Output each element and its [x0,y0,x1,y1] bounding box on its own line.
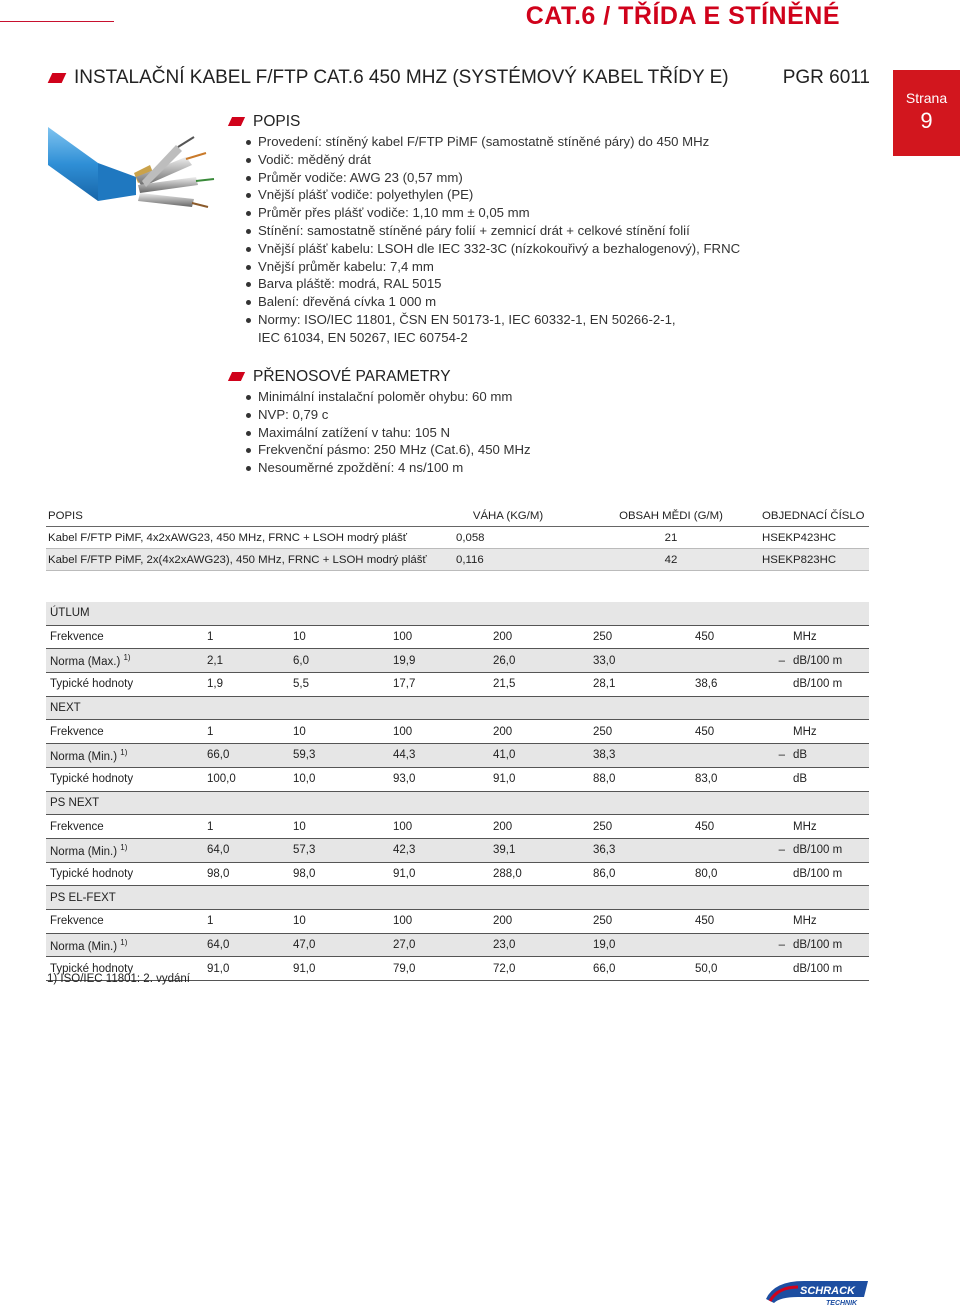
table-cell: Frekvence [46,625,203,649]
table-cell: 91,0 [289,957,389,981]
col-header-popis: POPIS [46,506,434,527]
table-row [46,744,869,768]
table-cell: 98,0 [203,862,289,886]
table-cell: Typické hodnoty [46,767,203,791]
list-item: Vnější průměr kabelu: 7,4 mm [230,258,880,276]
table-cell: 10 [289,625,389,649]
table-cell: dB/100 m [789,649,869,673]
table-cell: 59,3 [289,744,389,768]
row-label: Norma (Max.) [50,656,121,669]
table-cell: 100 [389,815,489,839]
table-cell: – [691,649,789,673]
table-cell: dB/100 m [789,862,869,886]
table-cell: 200 [489,909,589,933]
table-cell: 250 [589,720,691,744]
table-cell: 0,116 [434,549,582,571]
table-cell: Typické hodnoty [46,673,203,697]
table-cell: 250 [589,815,691,839]
table-cell: 17,7 [389,673,489,697]
table-cell: 200 [489,625,589,649]
spec-group-label: PS EL-FEXT [46,886,869,910]
list-item: Frekvenční pásmo: 250 MHz (Cat.6), 450 MHz [230,441,880,459]
spec-group-label: PS NEXT [46,791,869,815]
popis-heading: POPIS [253,113,301,130]
spec-table-body [46,602,869,981]
spec-table [46,602,869,981]
list-item: Průměr přes plášť vodiče: 1,10 mm ± 0,05 mm [230,204,880,222]
table-cell: 1 [203,720,289,744]
table-cell: 100 [389,625,489,649]
col-header-vaha: VÁHA (KG/M) [434,506,582,527]
table-cell: 42 [582,549,760,571]
list-item: Minimální instalační poloměr ohybu: 60 mm [230,388,880,406]
table-cell: 23,0 [489,933,589,957]
table-cell: 42,3 [389,838,489,862]
table-cell: 1,9 [203,673,289,697]
product-title-wrap [50,67,729,89]
table-cell: 1 [203,625,289,649]
spec-group-row [46,696,869,720]
table-cell: dB/100 m [789,838,869,862]
table-cell: 50,0 [691,957,789,981]
table-cell: 100,0 [203,767,289,791]
table-row [46,720,869,744]
table-cell: – [691,838,789,862]
table-cell: 64,0 [203,838,289,862]
table-cell: 19,0 [589,933,691,957]
prenos-heading-row [230,367,880,386]
list-item: Stínění: samostatně stíněné páry folií + zemnicí drát + celkové stínění folií [230,222,880,240]
spec-group-row [46,791,869,815]
list-item: Průměr vodiče: AWG 23 (0,57 mm) [230,169,880,187]
table-cell: 5,5 [289,673,389,697]
table-cell: Frekvence [46,720,203,744]
table-cell: HSEKP823HC [760,549,869,571]
red-marker-icon [228,372,245,381]
table-cell: 2,1 [203,649,289,673]
row-label: Norma (Min.) [50,845,118,858]
table-cell: 91,0 [389,862,489,886]
list-item: Barva pláště: modrá, RAL 5015 [230,275,880,293]
list-item: NVP: 0,79 c [230,406,880,424]
table-cell: 83,0 [691,767,789,791]
table-row [46,767,869,791]
page-title: CAT.6 / TŘÍDA E STÍNĚNÉ [525,2,840,30]
normy-line-1: Normy: ISO/IEC 11801, ČSN EN 50173-1, IEC 60332-1, EN 50266-2-1, [258,311,676,327]
logo-text: SCHRACK [800,1285,855,1297]
table-cell: 39,1 [489,838,589,862]
popis-section [230,112,880,347]
red-marker-icon [48,73,67,83]
table-cell: – [691,933,789,957]
cable-image [46,115,218,215]
schrack-logo [764,1277,870,1307]
list-item: Nesouměrné zpoždění: 4 ns/100 m [230,459,880,477]
table-cell: 250 [589,625,691,649]
page-number: 9 [920,108,933,133]
spec-group-row [46,886,869,910]
table-cell: 80,0 [691,862,789,886]
table-cell: Frekvence [46,909,203,933]
col-header-objednaci: OBJEDNACÍ ČÍSLO [760,506,869,527]
table-row [46,673,869,697]
table-cell: 66,0 [203,744,289,768]
table-cell: 57,3 [289,838,389,862]
prenos-heading: PŘENOSOVÉ PARAMETRY [253,368,451,385]
normy-line-2: IEC 61034, EN 50267, IEC 60754-2 [258,329,468,345]
list-item: Maximální zatížení v tahu: 105 N [230,424,880,442]
footnote-mark: 1) [123,653,131,663]
prenos-list [230,388,880,477]
table-cell: – [691,744,789,768]
table-cell [46,744,203,768]
table-cell: 21,5 [489,673,589,697]
footnote-mark: 1) [120,842,128,852]
table-cell: Kabel F/FTP PiMF, 2x(4x2xAWG23), 450 MHz, FRNC + LSOH modrý plášť [46,549,434,571]
table-cell: MHz [789,625,869,649]
row-label: Norma (Min.) [50,750,118,763]
table-cell: Kabel F/FTP PiMF, 4x2xAWG23, 450 MHz, FRNC + LSOH modrý plášť [46,527,434,549]
table-cell: 1 [203,815,289,839]
table-cell: dB/100 m [789,933,869,957]
table-cell: 450 [691,815,789,839]
table-row [46,933,869,957]
logo-subtext: TECHNIK [826,1300,858,1307]
table-cell: dB/100 m [789,957,869,981]
page-tab-label: Strana [905,90,948,106]
prenos-section [230,367,880,477]
product-table-header [46,506,869,527]
table-cell: 44,3 [389,744,489,768]
popis-heading-row [230,112,880,131]
table-cell: 91,0 [203,957,289,981]
table-cell: 36,3 [589,838,691,862]
table-cell: 88,0 [589,767,691,791]
table-cell: 200 [489,815,589,839]
table-cell [46,838,203,862]
col-header-med: OBSAH MĚDI (G/M) [582,506,760,527]
spec-group-row [46,602,869,625]
table-cell: 86,0 [589,862,691,886]
table-cell: 19,9 [389,649,489,673]
page-tab [893,70,960,156]
table-cell: MHz [789,720,869,744]
list-item: Balení: dřevěná cívka 1 000 m [230,293,880,311]
spec-group-label: ÚTLUM [46,602,869,625]
footnote-mark: 1) [120,937,128,947]
table-cell: dB [789,767,869,791]
table-cell: 10,0 [289,767,389,791]
list-item: Vnější plášť kabelu: LSOH dle IEC 332-3C (nízkokouřivý a bezhalogenový), FRNC [230,240,880,258]
table-cell: 41,0 [489,744,589,768]
table-cell: Typické hodnoty [46,862,203,886]
table-cell: Typické hodnoty [46,957,203,981]
table-cell: 450 [691,720,789,744]
row-label: Norma (Min.) [50,940,118,953]
table-row [46,549,869,571]
table-cell: 200 [489,720,589,744]
red-marker-icon [228,117,245,126]
table-cell: 79,0 [389,957,489,981]
table-cell: 6,0 [289,649,389,673]
table-row [46,649,869,673]
product-table [46,506,869,571]
table-cell: 72,0 [489,957,589,981]
table-cell: 26,0 [489,649,589,673]
list-item: Vodič: měděný drát [230,151,880,169]
table-row [46,862,869,886]
footnote: 1) ISO/IEC 11801: 2. vydání [47,973,190,985]
table-cell: 66,0 [589,957,691,981]
table-cell [46,933,203,957]
table-cell: 38,3 [589,744,691,768]
list-item-normy [230,311,880,347]
table-cell: 0,058 [434,527,582,549]
table-cell: 28,1 [589,673,691,697]
table-cell: 38,6 [691,673,789,697]
table-cell: 10 [289,720,389,744]
table-cell: MHz [789,815,869,839]
table-cell: MHz [789,909,869,933]
table-row [46,815,869,839]
table-cell: HSEKP423HC [760,527,869,549]
table-cell: 10 [289,815,389,839]
table-cell: 100 [389,909,489,933]
table-cell: Frekvence [46,815,203,839]
table-cell: 47,0 [289,933,389,957]
table-row [46,625,869,649]
list-item: Provedení: stíněný kabel F/FTP PiMF (samostatně stíněné páry) do 450 MHz [230,133,880,151]
product-code: PGR 6011 [782,67,870,88]
table-cell [46,649,203,673]
list-item: Vnější plášť vodiče: polyethylen (PE) [230,186,880,204]
table-row [46,909,869,933]
table-cell: 33,0 [589,649,691,673]
popis-list [230,133,880,347]
table-cell: 93,0 [389,767,489,791]
table-cell: 1 [203,909,289,933]
table-cell: 10 [289,909,389,933]
table-cell: 21 [582,527,760,549]
table-cell: dB [789,744,869,768]
table-cell: 288,0 [489,862,589,886]
footnote-mark: 1) [120,748,128,758]
spec-group-label: NEXT [46,696,869,720]
table-cell: 450 [691,909,789,933]
table-cell: 250 [589,909,691,933]
table-cell: 64,0 [203,933,289,957]
table-cell: 27,0 [389,933,489,957]
table-row [46,838,869,862]
product-title: INSTALAČNÍ KABEL F/FTP CAT.6 450 MHZ (SYSTÉMOVÝ KABEL TŘÍDY E) [74,67,729,88]
table-cell: 100 [389,720,489,744]
product-title-row [50,67,870,89]
table-cell: 91,0 [489,767,589,791]
table-row [46,527,869,549]
table-cell: 98,0 [289,862,389,886]
table-cell: 450 [691,625,789,649]
table-cell: dB/100 m [789,673,869,697]
